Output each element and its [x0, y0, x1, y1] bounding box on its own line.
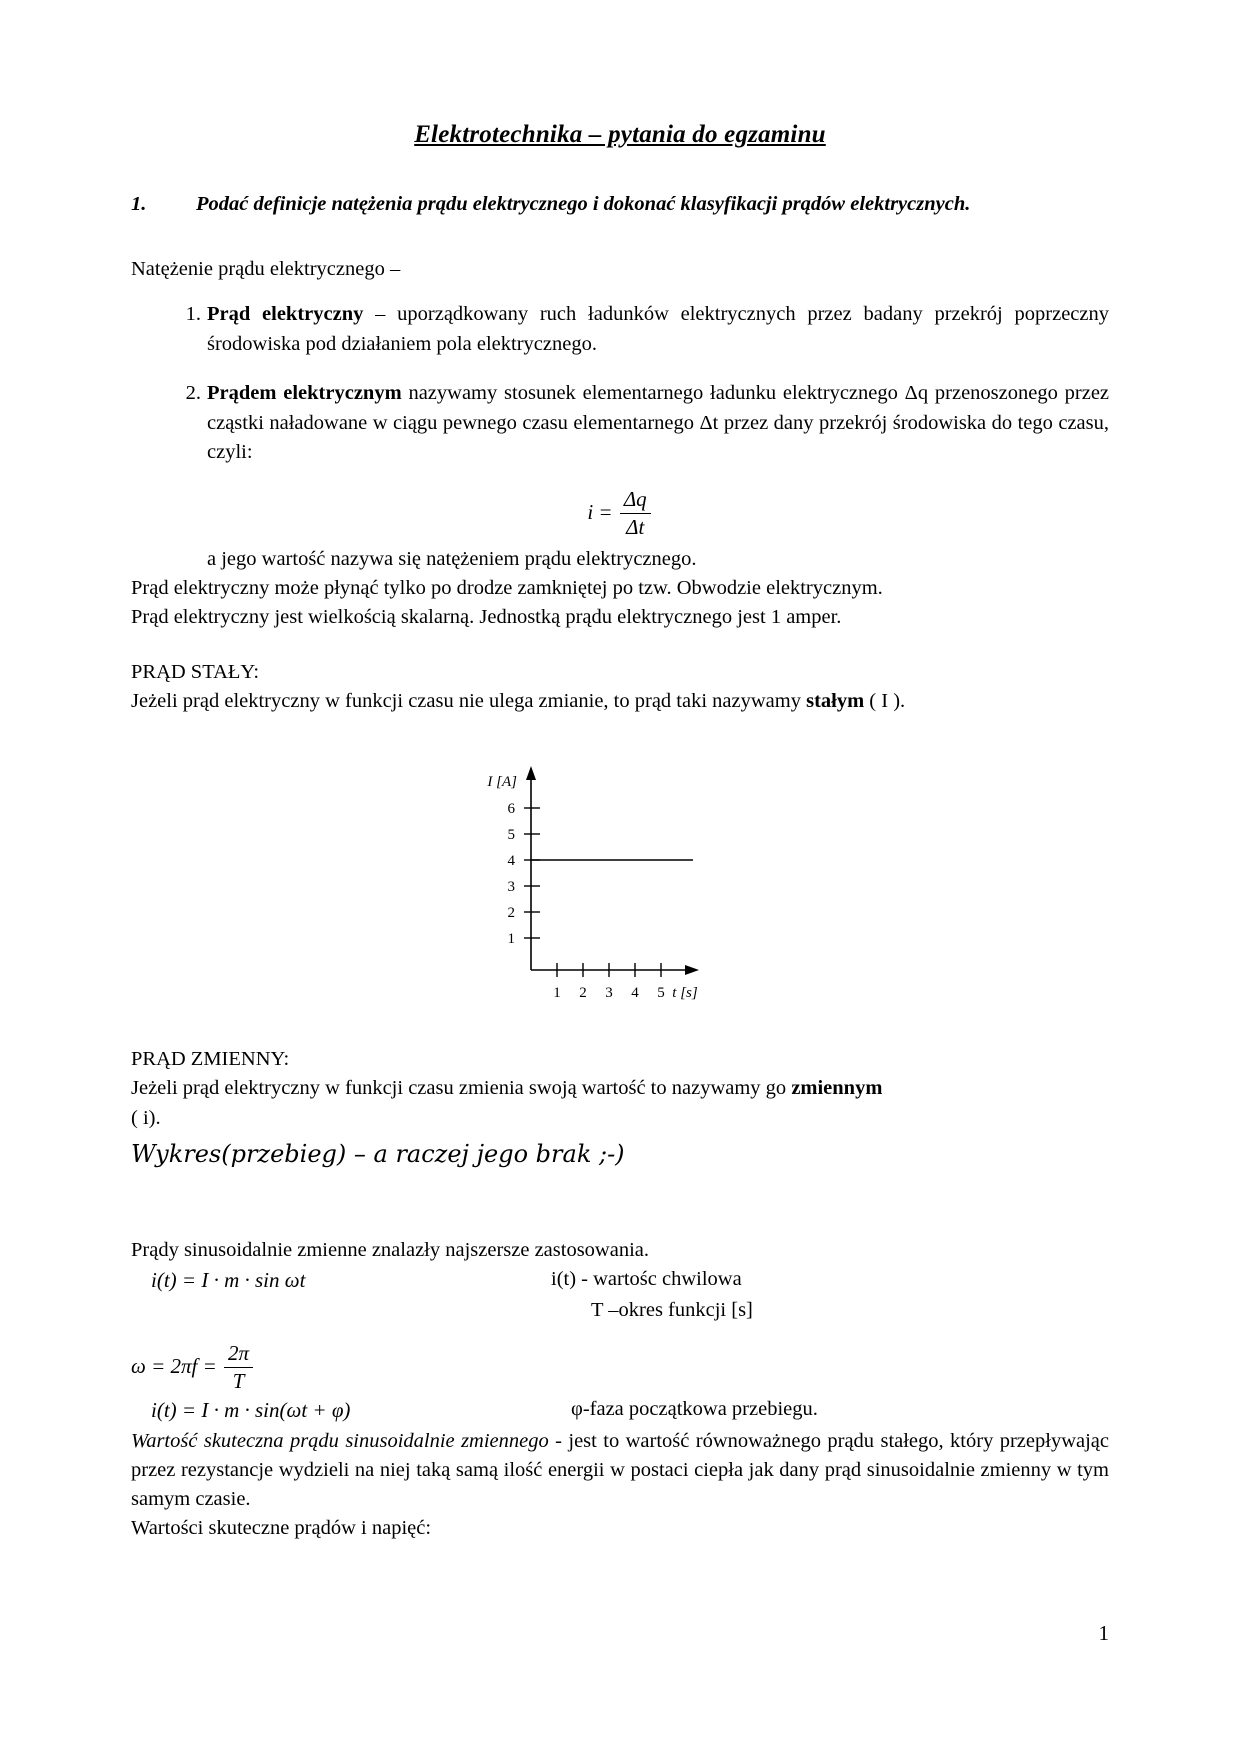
y-tick-label: 6 [507, 801, 515, 818]
y-axis-tick-labels [508, 801, 516, 947]
dc-body-bold: stałym [806, 690, 865, 713]
sin-formula-1-lhs: i(t) [151, 1267, 177, 1292]
sin-legend-1: i(t) - wartośc chwilowa [551, 1267, 742, 1290]
y-axis-arrowhead [526, 766, 536, 780]
dc-section-heading: PRĄD STAŁY: [131, 661, 260, 684]
list-item-marker: 2. [185, 382, 201, 405]
sin-formula-3-equals: = [181, 1398, 197, 1422]
x-axis-label: t [s] [672, 985, 698, 1002]
ac-section-heading: PRĄD ZMIENNY: [131, 1048, 290, 1071]
definition-term: Prąd elektryczny [207, 303, 364, 326]
chart-svg [461, 760, 731, 1005]
x-tick-label: 5 [657, 985, 665, 1002]
sin-formula-2-lhs: ω [131, 1354, 146, 1379]
sin-formula-2-equals: = 2πf = [151, 1354, 217, 1379]
sin-legend-3: φ-faza początkowa przebiegu. [571, 1398, 818, 1420]
y-tick-label: 4 [507, 853, 515, 870]
page-number: 1 [1098, 1621, 1109, 1645]
chart-container [131, 760, 1109, 1015]
ac-body-before: Jeżeli prąd elektryczny w funkcji czasu zmienia swoją wartość to nazywamy go [131, 1077, 792, 1100]
sin-legend-2: T –okres funkcji [s] [591, 1299, 753, 1322]
sin-formula-2 [131, 1342, 1109, 1395]
y-axis-ticks [524, 834, 540, 938]
list-item [185, 379, 1110, 468]
ac-section-body-second: ( i). [131, 1106, 161, 1129]
sin-formula-1-equals: = [181, 1267, 197, 1292]
formula-lhs: i [587, 500, 594, 525]
page-content [131, 120, 1109, 1543]
question-number: 1. [131, 193, 147, 215]
sin-formula-1 [131, 1265, 551, 1297]
question-heading [131, 190, 1109, 219]
sin-formula-3-lhs: i(t) [151, 1398, 177, 1422]
x-axis-tick-labels [553, 985, 665, 1001]
sin-formula-3-rhs: I · m · sin(ωt + φ) [201, 1398, 351, 1422]
fraction-denominator: T [232, 1369, 245, 1393]
x-tick-label: 1 [553, 985, 561, 1002]
y-tick-label: 5 [507, 827, 515, 844]
definition-body: nazywamy stosunek elementarnego ładunku elektrycznego Δq przenoszonego przez cząstki naładowane w ciągu pewnego czasu elementarnego Δt przez dany przekrój środowiska do tego czasu, czyli: [207, 382, 1110, 464]
y-tick-label: 1 [507, 931, 515, 948]
fraction [224, 1341, 253, 1394]
fraction [620, 487, 651, 540]
definition-term: Prądem elektrycznym [207, 382, 402, 405]
page-title: Elektrotechnika – pytania do egzaminu [414, 121, 826, 148]
rms-definition [131, 1427, 1109, 1514]
formula-current-definition [131, 488, 1109, 541]
list-item [185, 300, 1109, 359]
sin-spacer-left [131, 1296, 531, 1326]
x-tick-label: 4 [631, 985, 639, 1002]
y-tick-label: 2 [507, 905, 515, 922]
ac-section-scrawl: Wykres(przebieg) – a raczej jego brak ;-) [131, 1139, 625, 1168]
y-tick-label: 3 [507, 879, 515, 896]
sin-formula-3 [131, 1395, 551, 1427]
dc-section-body [131, 687, 1109, 716]
sin-formula-row-1 [131, 1265, 1109, 1297]
sin-closing: Wartości skuteczne prądów i napięć: [131, 1516, 432, 1539]
sin-formula-1-rhs: I · m · sin ωt [201, 1267, 306, 1292]
rms-definition-body: - jest to wartość równoważnego prądu stałego, który przepływając przez rezystancje wydzieli na niej taką samą ilość energii w postaci ciepła jak dany prąd sinusoidalnie zmienny w tym samym czasie. [131, 1429, 1109, 1510]
fraction-numerator: 2π [224, 1341, 253, 1368]
note-line-1: Prąd elektryczny może płynąć tylko po drodze zamkniętej po tzw. Obwodzie elektrycznym. [131, 576, 883, 599]
x-tick-label: 3 [605, 985, 613, 1002]
question-text: Podać definicje natężenia prądu elektrycznego i dokonać klasyfikacji prądów elektrycznych. [196, 193, 971, 215]
constant-current-chart [461, 760, 731, 1005]
fraction-denominator: Δt [626, 514, 645, 539]
sin-lead: Prądy sinusoidalnie zmienne znalazły najszersze zastosowania. [131, 1238, 650, 1261]
intro-lead: Natężenie prądu elektrycznego – [131, 258, 401, 281]
definition-list [131, 300, 1109, 468]
note-line-2: Prąd elektryczny jest wielkością skalarną. Jednostką prądu elektrycznego jest 1 amper. [131, 606, 842, 629]
fraction-numerator: Δq [620, 487, 651, 514]
x-tick-label: 2 [579, 985, 587, 1002]
y-axis-label: I [A] [487, 774, 517, 791]
ac-body-bold: zmiennym [791, 1077, 883, 1100]
dc-body-before: Jeżeli prąd elektryczny w funkcji czasu nie ulega zmianie, to prąd taki nazywamy [131, 690, 807, 713]
ac-section-body [131, 1074, 1109, 1103]
definition-body: – uporządkowany ruch ładunków elektrycznych przez badany przekrój poprzeczny środowiska pod działaniem pola elektrycznego. [207, 303, 1109, 355]
rms-definition-term: Wartość skuteczna prądu sinusoidalnie zmiennego [131, 1429, 549, 1452]
after-formula-line: a jego wartość nazywa się natężeniem prądu elektrycznego. [207, 547, 697, 570]
dc-body-after: ( I ). [864, 690, 906, 713]
sin-formula-row-3 [131, 1395, 1109, 1427]
list-item-marker: 1. [185, 303, 201, 326]
x-axis-arrowhead [685, 965, 699, 975]
sin-formula-row-2 [131, 1296, 1109, 1326]
formula-equals: = [598, 500, 613, 525]
